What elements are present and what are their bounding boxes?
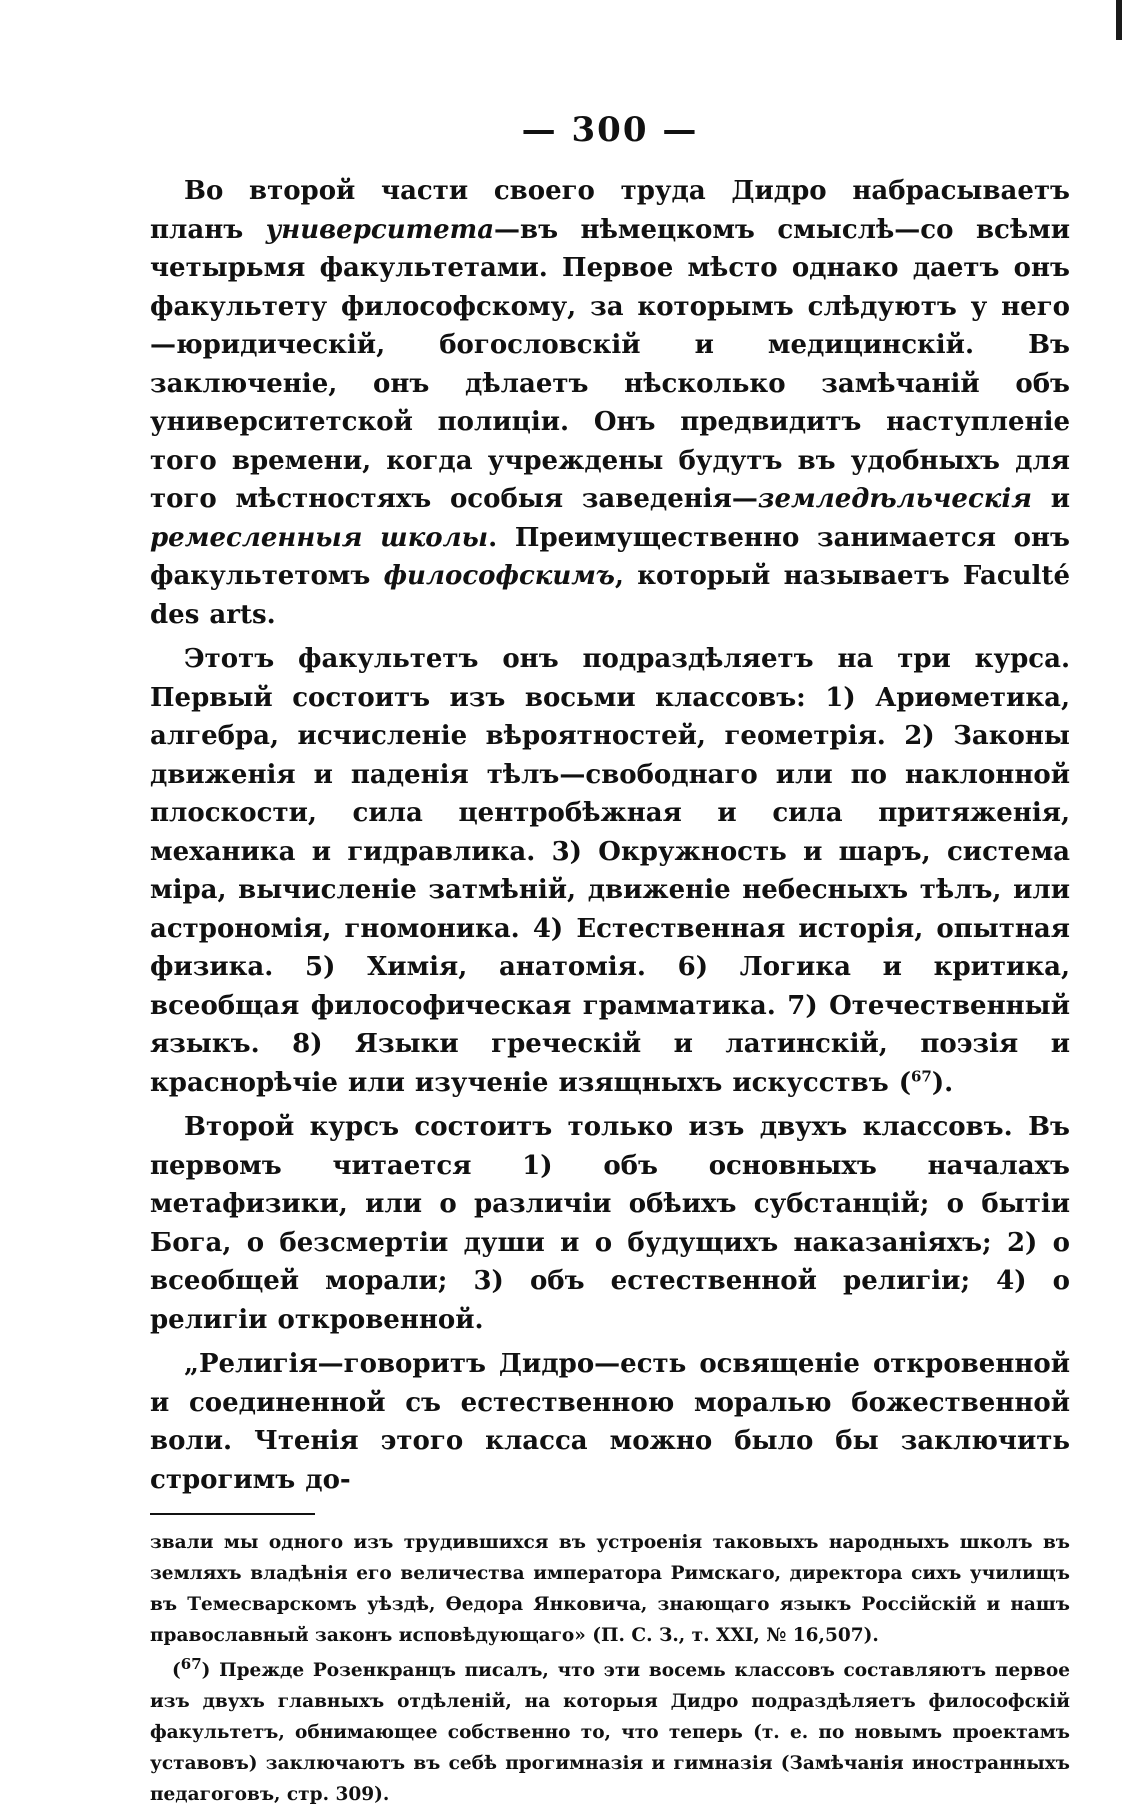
italic-phrase: университета bbox=[265, 214, 495, 245]
text-run: Второй курсъ состоитъ только изъ двухъ классовъ. Въ первомъ читается 1) объ основныхъ началахъ метафизики, или о различіи обѣихъ субстанцій; о бытіи Бога, о безсмертіи души и о будущихъ наказаніяхъ; 2) о всеобщей морали; 3) объ естественной религіи; 4) о религіи откровенной. bbox=[150, 1112, 1070, 1335]
footnote-reference: 67 bbox=[180, 1654, 202, 1673]
text-run: Во второй части своего труда Дидро набрасываетъ планъ bbox=[150, 176, 1070, 245]
page-number: — 300 — bbox=[521, 110, 699, 150]
main-text bbox=[150, 172, 1070, 1499]
footnotes bbox=[150, 1527, 1070, 1810]
paragraph bbox=[150, 1345, 1070, 1499]
italic-phrase: ремесленныя школы bbox=[150, 522, 489, 553]
italic-phrase: земледѣльческія bbox=[757, 484, 1032, 514]
text-run: и bbox=[1031, 484, 1070, 514]
footnote-separator bbox=[150, 1513, 315, 1515]
paragraph bbox=[150, 172, 1070, 634]
text-run: , который называетъ Faculté des arts. bbox=[150, 561, 1070, 630]
footnote bbox=[150, 1527, 1070, 1651]
footnote-reference: 67 bbox=[911, 1066, 932, 1085]
text-run: ). bbox=[931, 1067, 954, 1098]
paragraph bbox=[150, 640, 1070, 1102]
paragraph bbox=[150, 1108, 1070, 1339]
italic-phrase: философскимъ bbox=[383, 561, 615, 591]
text-run: Этотъ факультетъ онъ подраздѣляетъ на три курса. Первый состоитъ изъ восьми классовъ: 1) Ариѳметика, алгебра, исчисленіе вѣроятностей, геометрія. 2) Законы движенія и паденія тѣлъ—свободнаго или по наклонной плоскости, сила центробѣжная и сила притяженія, механика и гидравлика. 3) Окружность и шаръ, система міра, вычисленіе затмѣній, движеніе небесныхъ тѣлъ, или астрономія, гномоника. 4) Естественная исторія, опытная физика. 5) Химія, анатомія. 6) Логика и критика, всеобщая философическая грамматика. 7) Отечественный языкъ. 8) Языки греческій и латинскій, поэзія и краснорѣчіе или изученіе изящныхъ искусствъ ( bbox=[150, 644, 1070, 1098]
text-run: . Преимущественно занимается онъ факультетомъ bbox=[150, 522, 1070, 591]
text-run: ( bbox=[172, 1660, 181, 1681]
text-run: звали мы одного изъ трудившихся въ устроенія таковыхъ народныхъ школъ въ земляхъ владѣнія его величества императора Римскаго, директора сихъ училищъ въ Темесварскомъ уѣздѣ, Ѳедора Янковича, знающаго языкъ Россійскій и нашъ православный законъ исповѣдующаго» (П. С. З., т. XXI, № 16,507). bbox=[150, 1532, 1070, 1646]
book-page bbox=[150, 110, 1070, 1814]
text-run: „Религія—говоритъ Дидро—есть освященіе откровенной и соединенной съ естественною моралью божественной воли. Чтенія этого класса можно было бы заключить строгимъ до- bbox=[150, 1349, 1070, 1495]
text-run: ) Прежде Розенкранцъ писалъ, что эти восемь классовъ составляютъ первое изъ двухъ главныхъ отдѣленій, на которыя Дидро подраздѣляетъ философскій факультетъ, обнимающее собственно то, что теперь (т. е. по новымъ проектамъ уставовъ) заключаютъ въ себѣ прогимназія и гимназія (Замѣчанія иностранныхъ педагоговъ, стр. 309). bbox=[150, 1660, 1070, 1805]
scan-edge-line bbox=[1116, 0, 1122, 40]
footnote bbox=[150, 1655, 1070, 1810]
text-run: —въ нѣмецкомъ смыслѣ—со всѣми четырьмя факультетами. Первое мѣсто однако даетъ онъ факультету философскому, за которымъ слѣдуютъ у него—юридическій, богословскій и медицинскій. Въ заключеніе, онъ дѣлаетъ нѣсколько замѣчаній объ университетской полиціи. Онъ предвидитъ наступленіе того времени, когда учреждены будутъ въ удобныхъ для того мѣстностяхъ особыя заведенія— bbox=[150, 214, 1070, 514]
